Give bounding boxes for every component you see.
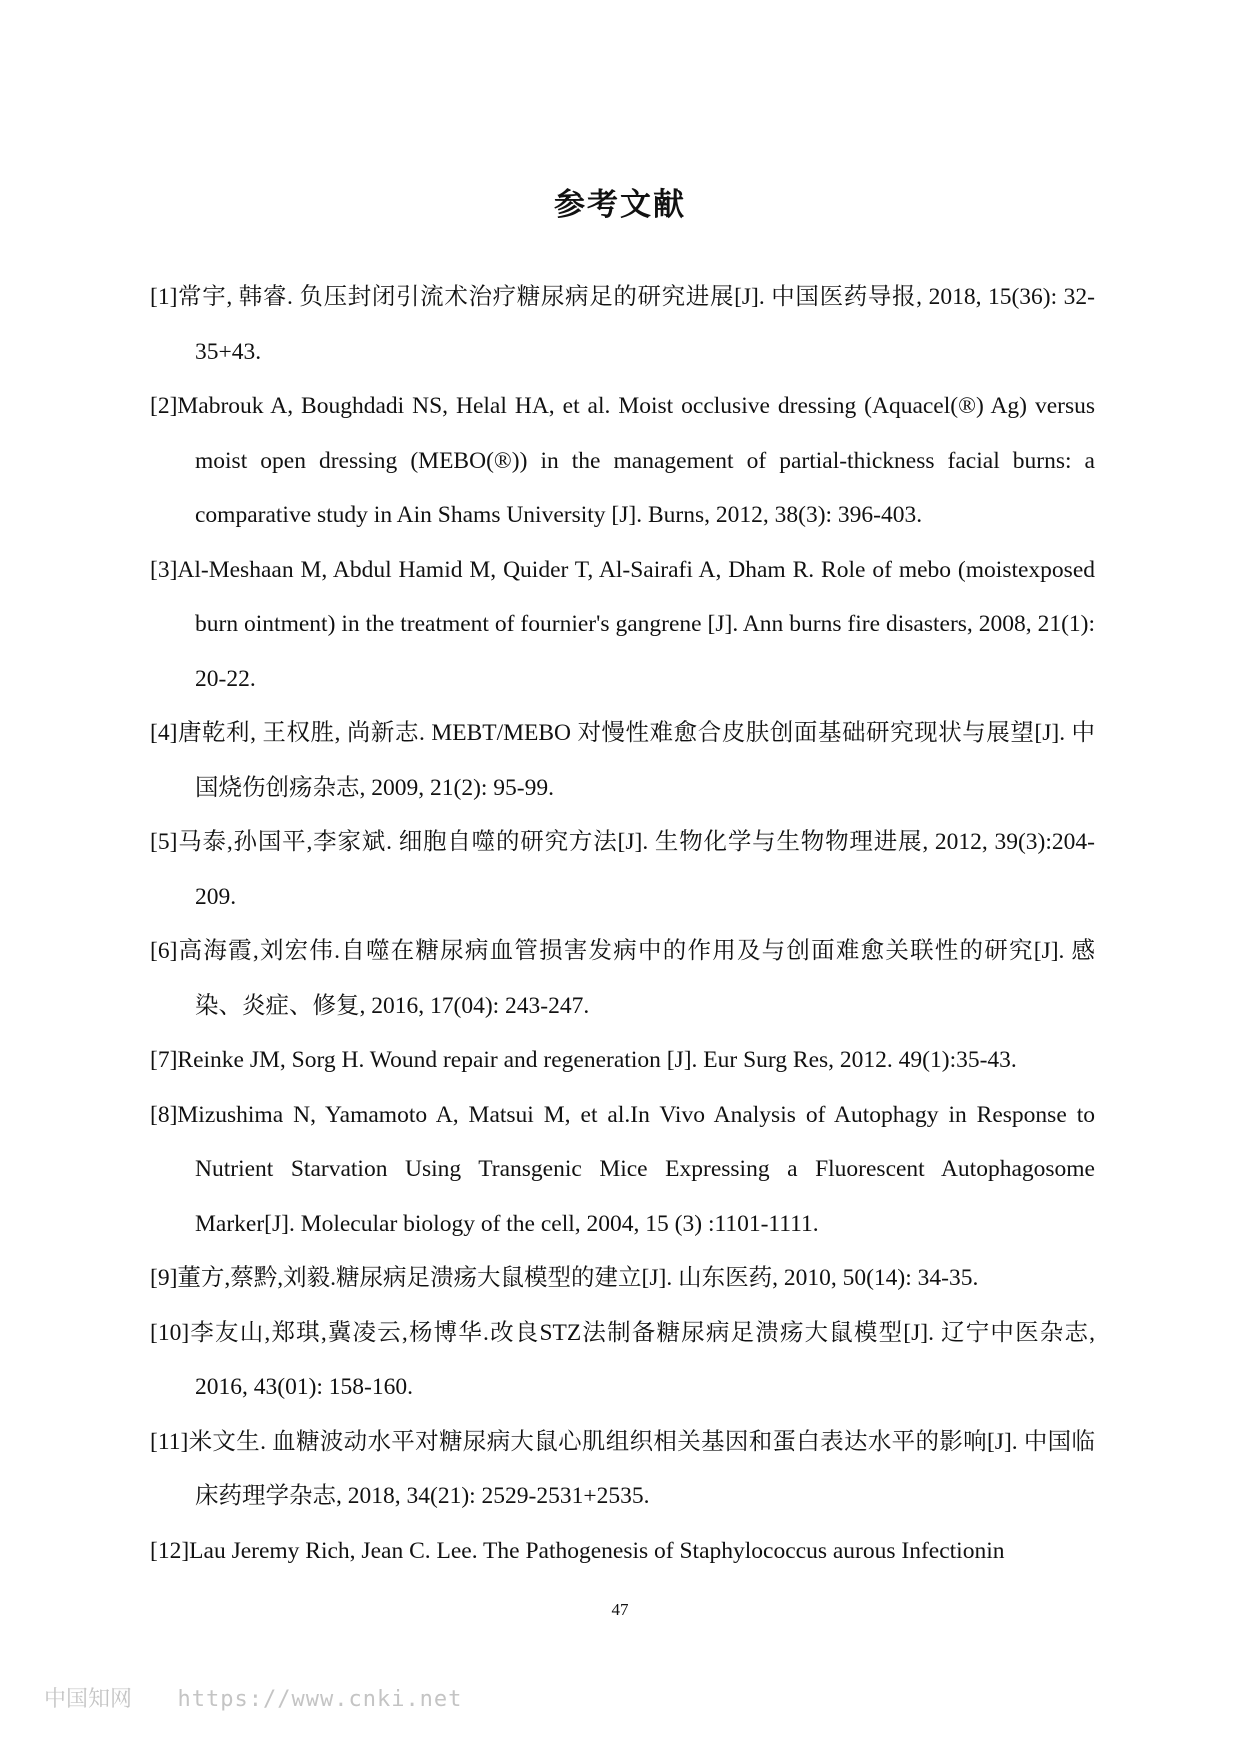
page-title: 参考文献 (554, 186, 686, 223)
reference-number: [6] (150, 938, 178, 964)
reference-number: [9] (150, 1265, 178, 1291)
reference-item (150, 270, 1095, 379)
reference-item (150, 1524, 1095, 1579)
reference-number: [10] (150, 1319, 190, 1346)
reference-list (150, 270, 1095, 1578)
reference-number: [3] (150, 556, 178, 583)
reference-item (150, 1415, 1095, 1524)
reference-text: Mabrouk A, Boughdadi NS, Helal HA, et al. Moist occlusive dressing (Aquacel(®) Ag) versus moist open dressing (MEBO(®)) in the management of partial-thickness facial burns: a comparative study in Ain Shams University [J]. Burns, 2012, 38(3): 396-403. (177, 393, 1095, 528)
reference-number: [2] (150, 393, 178, 419)
page-number: 47 (611, 1600, 629, 1619)
reference-number: [12] (150, 1537, 190, 1564)
reference-text: 唐乾利, 王权胜, 尚新志. MEBT/MEBO 对慢性难愈合皮肤创面基础研究现状与展望[J]. 中国烧伤创疡杂志, 2009, 21(2): 95-99. (177, 720, 1095, 801)
reference-number: [1] (150, 284, 178, 310)
cnki-watermark (44, 1682, 462, 1713)
reference-number: [8] (150, 1101, 178, 1128)
reference-text: Lau Jeremy Rich, Jean C. Lee. The Pathogenesis of Staphylococcus aurous Infectionin (189, 1537, 1005, 1564)
reference-item (150, 815, 1095, 924)
reference-item (150, 1088, 1095, 1252)
reference-text: 董方,蔡黔,刘毅.糖尿病足溃疡大鼠模型的建立[J]. 山东医药, 2010, 50(14): 34-35. (177, 1265, 979, 1291)
watermark-brand: 中国知网 (44, 1687, 133, 1712)
reference-text: 马泰,孙国平,李家斌. 细胞自噬的研究方法[J]. 生物化学与生物物理进展, 2012, 39(3):204-209. (177, 829, 1095, 910)
reference-text: 米文生. 血糖波动水平对糖尿病大鼠心肌组织相关基因和蛋白表达水平的影响[J]. 中国临床药理学杂志, 2018, 34(21): 2529-2531+2535. (188, 1428, 1095, 1509)
reference-item (150, 924, 1095, 1033)
watermark-url: https://www.cnki.net (177, 1687, 463, 1712)
reference-text: Al-Meshaan M, Abdul Hamid M, Quider T, Al-Sairafi A, Dham R. Role of mebo (moistexposed burn ointment) in the treatment of fournier's gangrene [J]. Ann burns fire disasters, 2008, 21(1): 20-22. (177, 556, 1095, 692)
reference-number: [5] (150, 829, 178, 855)
reference-text: 高海霞,刘宏伟.自噬在糖尿病血管损害发病中的作用及与创面难愈关联性的研究[J]. 感染、炎症、修复, 2016, 17(04): 243-247. (177, 938, 1095, 1019)
reference-number: [11] (150, 1428, 189, 1455)
reference-text: Mizushima N, Yamamoto A, Matsui M, et al.In Vivo Analysis of Autophagy in Response to Nutrient Starvation Using Transgenic Mice Expressing a Fluorescent Autophagosome Marker[J]. Molecular biology of the cell, 2004, 15 (3) :1101-1111. (177, 1101, 1095, 1237)
reference-number: [7] (150, 1047, 178, 1073)
reference-item (150, 1306, 1095, 1415)
reference-item (150, 543, 1095, 707)
reference-item (150, 1033, 1095, 1088)
reference-text: Reinke JM, Sorg H. Wound repair and regeneration [J]. Eur Surg Res, 2012. 49(1):35-43. (177, 1047, 1017, 1073)
reference-number: [4] (150, 720, 178, 746)
reference-item (150, 706, 1095, 815)
reference-text: 常宇, 韩睿. 负压封闭引流术治疗糖尿病足的研究进展[J]. 中国医药导报, 2018, 15(36): 32-35+43. (177, 284, 1095, 365)
reference-text: 李友山,郑琪,冀凌云,杨博华.改良STZ法制备糖尿病足溃疡大鼠模型[J]. 辽宁中医杂志, 2016, 43(01): 158-160. (189, 1319, 1095, 1400)
reference-item (150, 1251, 1095, 1306)
reference-item (150, 379, 1095, 543)
